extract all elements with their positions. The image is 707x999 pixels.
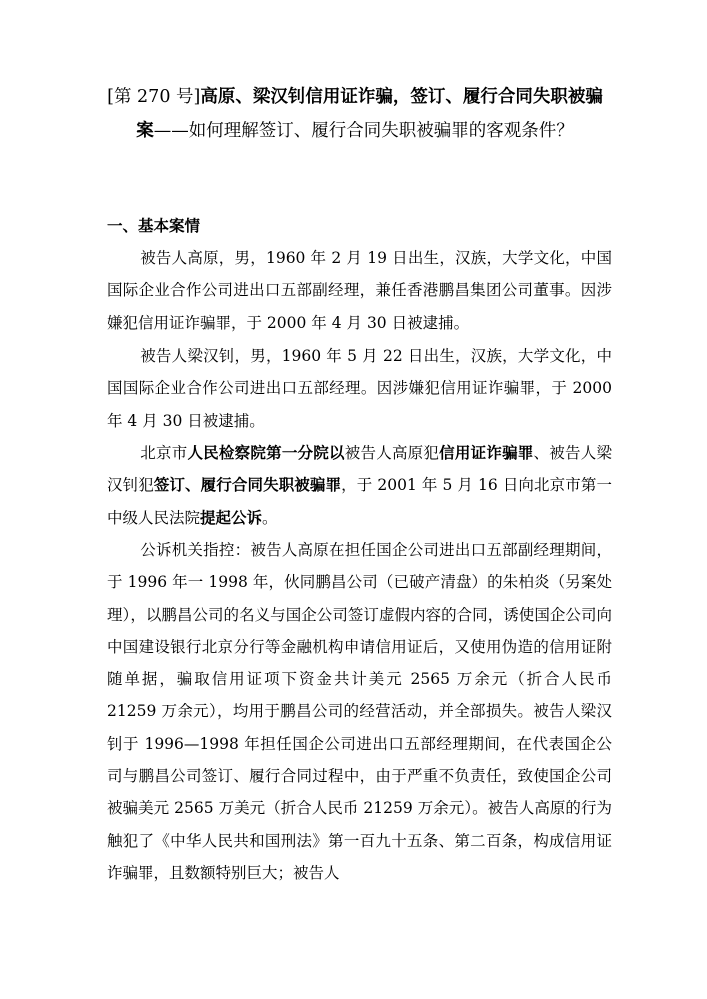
text-span: 、被告人梁汉钊犯 [107, 444, 612, 495]
text-span: 北京市 [140, 444, 188, 462]
paragraph-text: 被告人梁汉钊，男，1960 年 5 月 22 日出生，汉族，大学文化，中国国际企业合作公司进出口五部经理。因涉嫌犯信用证诈骗罪，于 2000 年 4 月 30 日被逮捕。 [107, 347, 612, 430]
case-title-line-2 [90, 114, 620, 148]
paragraph-text: 被告人高原，男，1960 年 2 月 19 日出生，汉族，大学文化，中国国际企业合作公司进出口五部副经理，兼任香港鹏昌集团公司董事。因涉嫌犯信用证诈骗罪，于 2000 年 4 月 30 日被逮捕。 [107, 249, 612, 332]
case-title-bold-end: 案 [136, 121, 154, 141]
text-span: ，于 2001 年 5 月 16 日向北京市第一中级人民法院 [107, 476, 612, 527]
paragraph-indictment [107, 534, 612, 889]
public-prosecution: 提起公诉 [200, 507, 263, 527]
case-subtitle: ——如何理解签订、履行合同失职被骗罪的客观条件？ [153, 121, 574, 141]
section-heading: 一、基本案情 [107, 216, 201, 235]
prosecutor-office: 人民检察院第一分院以 [187, 443, 345, 462]
case-title-line-1 [90, 80, 620, 114]
paragraph-prosecution [107, 437, 612, 534]
case-title-bold: 高原、梁汉钊信用证诈骗，签订、履行合同失职被骗 [200, 87, 603, 107]
paragraph-defendant-liang [107, 340, 612, 437]
paragraph-defendant-gao [107, 242, 612, 339]
case-number: [第 270 号] [107, 87, 201, 107]
charge-liang: 签订、履行合同失职被骗罪 [153, 475, 342, 495]
charge-gao: 信用证诈骗罪 [439, 443, 534, 462]
text-span: 。 [262, 508, 278, 527]
text-span: 被告人高原犯 [344, 444, 440, 462]
paragraph-text: 公诉机关指控：被告人高原在担任国企公司进出口五部副经理期间，于 1996 年一 1998 年，伙同鹏昌公司（已破产清盘）的朱柏炎（另案处理），以鹏昌公司的名义与国企公司签订虚假内容的合同，诱使国企公司向中国建设银行北京分行等金融机构申请信用证后，又使用伪造的信用证附随单据，骗取信用证项下资金共计美元 2565 万余元（折合人民币 21259 万余元），均用于鹏昌公司的经营活动，并全部损失。被告人梁汉钊于 1996—1998 年担任国企公司进出口五部经理期间，在代表国企公司与鹏昌公司签订、履行合同过程中，由于严重不负责任，致使国企公司被骗美元 2565 万美元（折合人民币 21259 万余元）。被告人高原的行为触犯了《中华人民共和国刑法》第一百九十五条、第二百条，构成信用证诈骗罪，且数额特别巨大；被告人 [107, 541, 612, 882]
